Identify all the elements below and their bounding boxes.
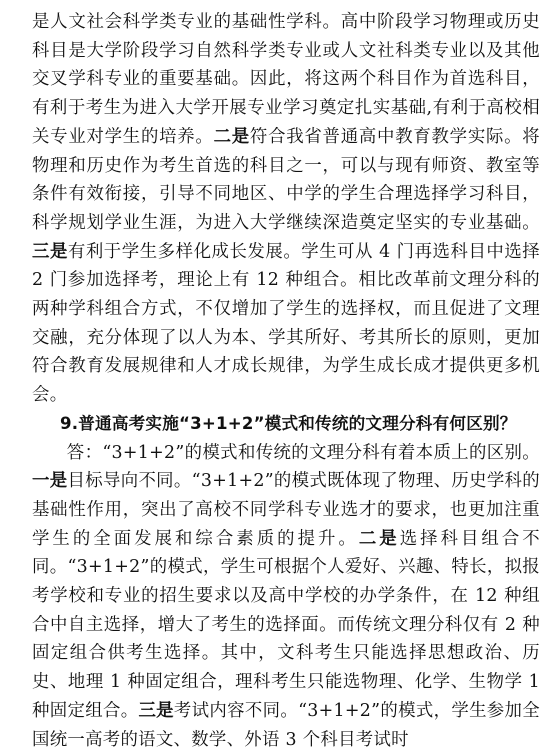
paragraph-text: 有利于学生多样化成长发展。学生可从 4 门再选科目中选择 2 门参加选择考，理论上有 12 种组合。相比改革前文理分科的两种学科组合方式，不仅增加了学生的选择权，而且促进了文理交融，充分体现了以人为本、学其所好、考其所长的原则，更加符合教育发展规律和人才成长规律，为学生成长成才提供更多机会。 [32,241,540,406]
paragraph-text: 是人文社会科学类专业的基础性学科。高中阶段学习物理或历史科目是大学阶段学习自然科学类专业或人文社科类专业以及其他交叉学科专业的重要基础。因此，将这两个科目作为首选科目，有利于考生为进入大学开展专业学习奠定扎实基础,有利于高校相关专业对学生的培养。 [32,12,540,147]
document-page [32,8,540,754]
paragraph-text: 符合我省普通高中教育教学实际。将物理和历史作为考生首选的科目之一，可以与现有师资、教室等条件有效衔接，引导不同地区、中学的学生合理选择学习科目，科学规划学业生涯，为进入大学继续深造奠定坚实的专业基础。 [32,126,540,233]
paragraph-reasons [32,8,540,410]
paragraph-text: 选择科目组合不同。“3+1+2”的模式，学生可根据个人爱好、兴趣、特长，拟报考学校和专业的招生要求以及高中学校的办学条件，在 12 种组合中自主选择，增大了考生的选择面。而传统文理分科仅有 2 种固定组合供考生选择。其中，文科考生只能选择思想政治、历史、地理 1 种固定组合，理科考生只能选物理、化学、生物学 1 种固定组合。 [32,528,540,721]
paragraph-answer [32,439,540,754]
paragraph-text: 考试内容不同。“3+1+2”的模式，学生参加全国统一高考的语文、数学、外语 3 个科目考试时 [32,700,540,750]
bold-marker-third: 三是 [138,700,174,721]
section-heading: 9.普通高考实施“3+1+2”模式和传统的文理分科有何区别？ [60,413,517,433]
bold-marker-second: 二是 [358,528,400,549]
bold-marker-second: 二是 [213,126,250,147]
paragraph-text: 目标导向不同。“3+1+2”的模式既体现了物理、历史学科的基础性作用，突出了高校不同学科专业选才的要求，也更加注重学生的全面发展和综合素质的提升。 [32,471,540,549]
bold-marker-third: 三是 [32,241,68,262]
paragraph-text: 答：“3+1+2”的模式和传统的文理分科有着本质上的区别。 [66,442,540,463]
bold-marker-first: 一是 [32,471,68,492]
